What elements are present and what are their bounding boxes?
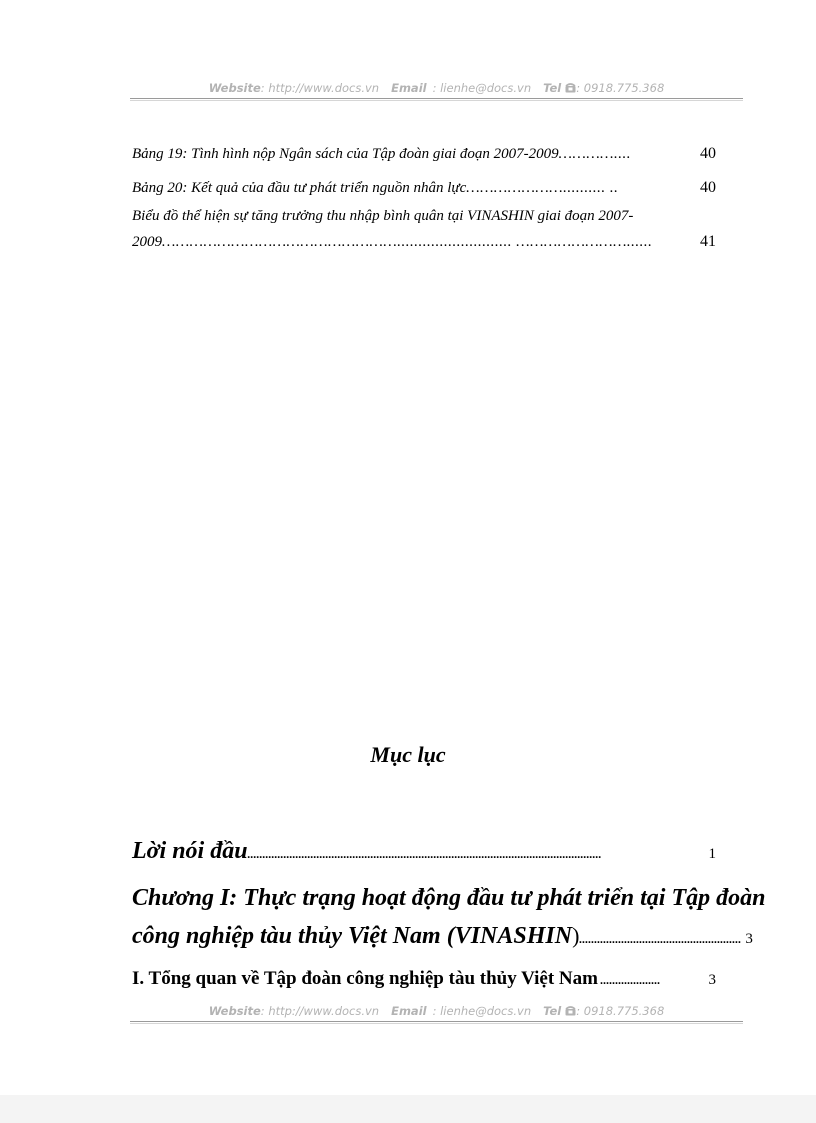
tel-label: Tel xyxy=(543,81,562,95)
toc-entry-chapter-1[interactable] xyxy=(132,878,766,957)
leader-dots: ……………………………………………........................... ……………………...... xyxy=(162,234,653,250)
toc-entry-text: Lời nói đầu xyxy=(132,838,248,864)
phone-icon xyxy=(565,1006,576,1016)
page-number: 3 xyxy=(745,931,753,947)
list-item-continuation: 2009 xyxy=(132,234,162,250)
toc-entry-section-1[interactable] xyxy=(132,964,716,995)
list-item-text: Biểu đồ thể hiện sự tăng trưởng thu nhập bình quân tại VINASHIN giai đoạn 2007- xyxy=(132,208,634,224)
list-item-text: Bảng 19: Tình hình nộp Ngân sách của Tập đoàn giai đoạn 2007-2009 xyxy=(132,146,559,162)
header-rule xyxy=(130,98,743,99)
leader-dots: .................... xyxy=(599,973,660,987)
toc-entry-continuation: công nghiệp tàu thủy Việt Nam (VINASHIN xyxy=(132,923,573,949)
toc-entry-text: Chương I: Thực trạng hoạt động đầu tư phát triển tại Tập đoàn xyxy=(132,885,766,911)
phone-icon xyxy=(565,83,576,93)
toc-entry-close-paren: ) xyxy=(572,923,580,948)
email-label: Email xyxy=(391,1004,427,1018)
tel-value: : 0918.775.368 xyxy=(576,1004,665,1018)
tables-list xyxy=(132,140,716,255)
website-label: Website xyxy=(208,1004,261,1018)
page-number: 41 xyxy=(700,233,716,250)
email-label: Email xyxy=(391,81,427,95)
email-value[interactable]: : lienhe@docs.vn xyxy=(432,1004,532,1018)
page-bottom-margin xyxy=(0,1095,816,1123)
website-url[interactable]: : http://www.docs.vn xyxy=(260,81,380,95)
page-number: 3 xyxy=(708,972,716,988)
page-title: Mục lục xyxy=(370,742,446,767)
leader-dots: ………….... xyxy=(558,146,632,162)
email-value[interactable]: : lienhe@docs.vn xyxy=(432,81,532,95)
leader-dots: ...................................................... xyxy=(579,932,742,946)
list-item-text: Bảng 20: Kết quả của đầu tư phát triển nguồn nhân lực xyxy=(132,180,467,196)
list-item[interactable] xyxy=(132,174,716,202)
leader-dots: ………………….......... .. xyxy=(466,180,619,196)
footer-rule xyxy=(130,1021,743,1022)
tel-label: Tel xyxy=(543,1004,562,1018)
tel-value: : 0918.775.368 xyxy=(576,81,665,95)
footer-rule-thin xyxy=(130,1023,743,1024)
list-item[interactable] xyxy=(132,140,716,168)
header-rule-thin xyxy=(130,100,743,101)
website-url[interactable]: : http://www.docs.vn xyxy=(260,1004,380,1018)
toc-entry-preface[interactable] xyxy=(132,834,716,871)
page-number: 40 xyxy=(700,179,716,196)
list-item[interactable] xyxy=(132,204,716,255)
page-number: 1 xyxy=(708,846,716,862)
toc-entry-text: I. Tổng quan về Tập đoàn công nghiệp tàu thủy Việt Nam xyxy=(132,968,598,989)
page-number: 40 xyxy=(700,145,716,162)
leader-dots: ...................................................................................................................... xyxy=(247,847,602,861)
website-label: Website xyxy=(208,81,261,95)
